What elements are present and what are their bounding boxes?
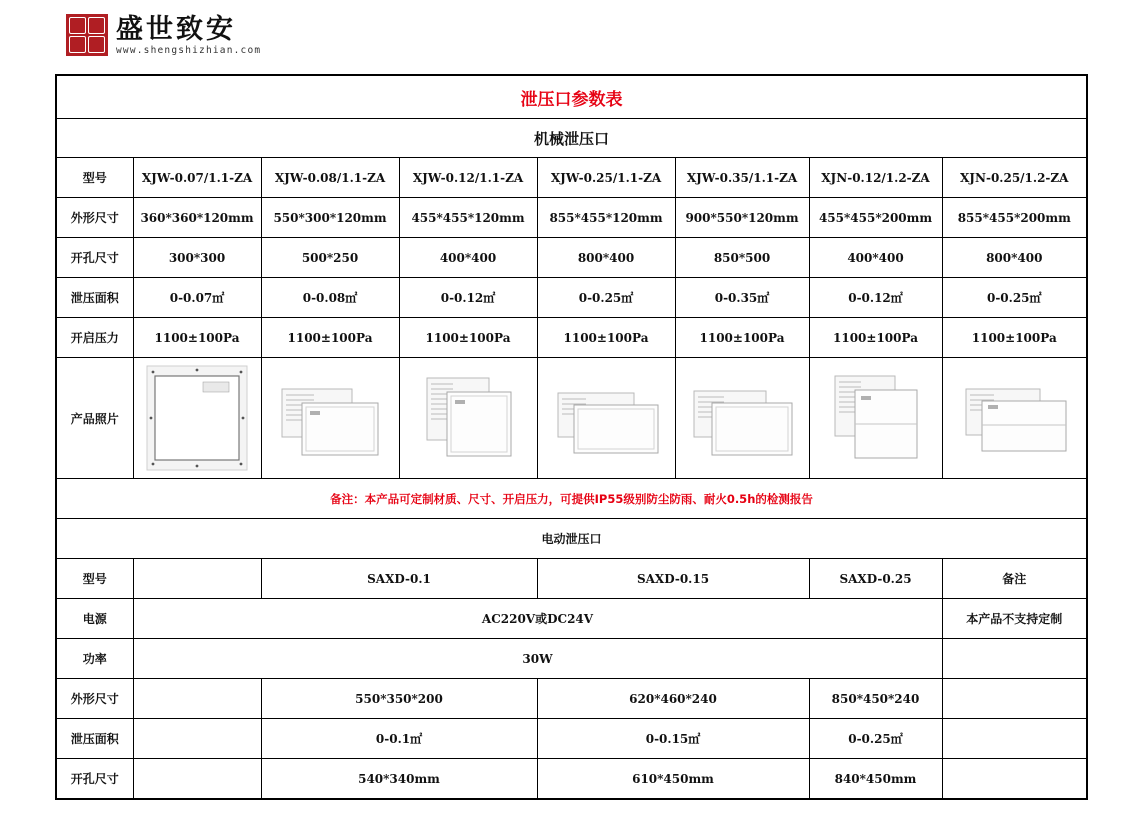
mech-opening-row [56, 238, 1087, 278]
product-photo [809, 358, 942, 479]
company-logo [66, 14, 261, 56]
cell: 0-0.25㎡ [942, 278, 1087, 318]
logo-url: www.shengshizhian.com [116, 44, 262, 56]
row-label: 开孔尺寸 [56, 759, 133, 800]
row-label: 功率 [56, 639, 133, 679]
cell: XJW-0.12/1.1-ZA [399, 158, 537, 198]
cell: 855*455*200mm [942, 198, 1087, 238]
product-photo [133, 358, 261, 479]
cell: 1100±100Pa [133, 318, 261, 358]
row-label: 外形尺寸 [56, 198, 133, 238]
cell: 1100±100Pa [675, 318, 809, 358]
row-label: 外形尺寸 [56, 679, 133, 719]
cell: 0-0.12㎡ [399, 278, 537, 318]
cell: 550*350*200 [261, 679, 537, 719]
row-label: 型号 [56, 158, 133, 198]
cell: 850*450*240 [809, 679, 942, 719]
cell: 0-0.35㎡ [675, 278, 809, 318]
cell: 620*460*240 [537, 679, 809, 719]
section-title-mechanical: 机械泄压口 [56, 119, 1087, 158]
row-label: 开孔尺寸 [56, 238, 133, 278]
cell: 610*450mm [537, 759, 809, 800]
cell [133, 759, 261, 800]
mech-photo-row [56, 358, 1087, 479]
elec-power-source-row [56, 599, 1087, 639]
row-label: 泄压面积 [56, 278, 133, 318]
product-photo [399, 358, 537, 479]
cell: 0-0.25㎡ [809, 719, 942, 759]
cell: 1100±100Pa [537, 318, 675, 358]
cell: AC220V或DC24V [133, 599, 942, 639]
cell: 500*250 [261, 238, 399, 278]
product-photo [261, 358, 399, 479]
logo-seal-icon [66, 14, 108, 56]
elec-size-row [56, 679, 1087, 719]
cell: 30W [133, 639, 942, 679]
cell: 800*400 [942, 238, 1087, 278]
remark-header: 备注 [942, 559, 1087, 599]
section-title-electric: 电动泄压口 [56, 519, 1087, 559]
cell: XJW-0.35/1.1-ZA [675, 158, 809, 198]
cell: SAXD-0.25 [809, 559, 942, 599]
cell: XJW-0.07/1.1-ZA [133, 158, 261, 198]
cell: 850*500 [675, 238, 809, 278]
cell: SAXD-0.1 [261, 559, 537, 599]
remark-cell: 本产品不支持定制 [942, 599, 1087, 639]
cell: 0-0.25㎡ [537, 278, 675, 318]
cell [942, 719, 1087, 759]
cell: 0-0.08㎡ [261, 278, 399, 318]
cell [133, 719, 261, 759]
product-photo [537, 358, 675, 479]
cell: 0-0.07㎡ [133, 278, 261, 318]
cell: 1100±100Pa [399, 318, 537, 358]
elec-model-row [56, 559, 1087, 599]
row-label: 开启压力 [56, 318, 133, 358]
cell [942, 679, 1087, 719]
mech-size-row [56, 198, 1087, 238]
mech-model-row [56, 158, 1087, 198]
cell: 400*400 [809, 238, 942, 278]
cell: 400*400 [399, 238, 537, 278]
product-photo [942, 358, 1087, 479]
elec-area-row [56, 719, 1087, 759]
cell: XJN-0.25/1.2-ZA [942, 158, 1087, 198]
cell: 1100±100Pa [942, 318, 1087, 358]
cell [133, 679, 261, 719]
row-label: 电源 [56, 599, 133, 639]
cell: 900*550*120mm [675, 198, 809, 238]
cell [942, 639, 1087, 679]
cell: 0-0.12㎡ [809, 278, 942, 318]
cell: 0-0.15㎡ [537, 719, 809, 759]
cell: 840*450mm [809, 759, 942, 800]
cell: 855*455*120mm [537, 198, 675, 238]
cell: XJW-0.25/1.1-ZA [537, 158, 675, 198]
cell: 800*400 [537, 238, 675, 278]
mechanical-note: 备注：本产品可定制材质、尺寸、开启压力，可提供IP55级别防尘防雨、耐火0.5h的检测报告 [56, 479, 1087, 519]
mech-note-row [56, 479, 1087, 519]
cell [133, 559, 261, 599]
product-photo [675, 358, 809, 479]
cell: XJW-0.08/1.1-ZA [261, 158, 399, 198]
cell: 540*340mm [261, 759, 537, 800]
cell: 455*455*120mm [399, 198, 537, 238]
cell: 455*455*200mm [809, 198, 942, 238]
mech-area-row [56, 278, 1087, 318]
cell: XJN-0.12/1.2-ZA [809, 158, 942, 198]
table-title: 泄压口参数表 [56, 75, 1087, 119]
elec-opening-row [56, 759, 1087, 800]
cell: 550*300*120mm [261, 198, 399, 238]
parameter-table [55, 74, 1088, 800]
row-label: 产品照片 [56, 358, 133, 479]
elec-power-row [56, 639, 1087, 679]
cell: SAXD-0.15 [537, 559, 809, 599]
cell: 1100±100Pa [809, 318, 942, 358]
row-label: 泄压面积 [56, 719, 133, 759]
logo-title: 盛世致安 [116, 13, 236, 45]
cell: 300*300 [133, 238, 261, 278]
cell: 0-0.1㎡ [261, 719, 537, 759]
cell: 360*360*120mm [133, 198, 261, 238]
row-label: 型号 [56, 559, 133, 599]
cell: 1100±100Pa [261, 318, 399, 358]
cell [942, 759, 1087, 800]
mech-pressure-row [56, 318, 1087, 358]
